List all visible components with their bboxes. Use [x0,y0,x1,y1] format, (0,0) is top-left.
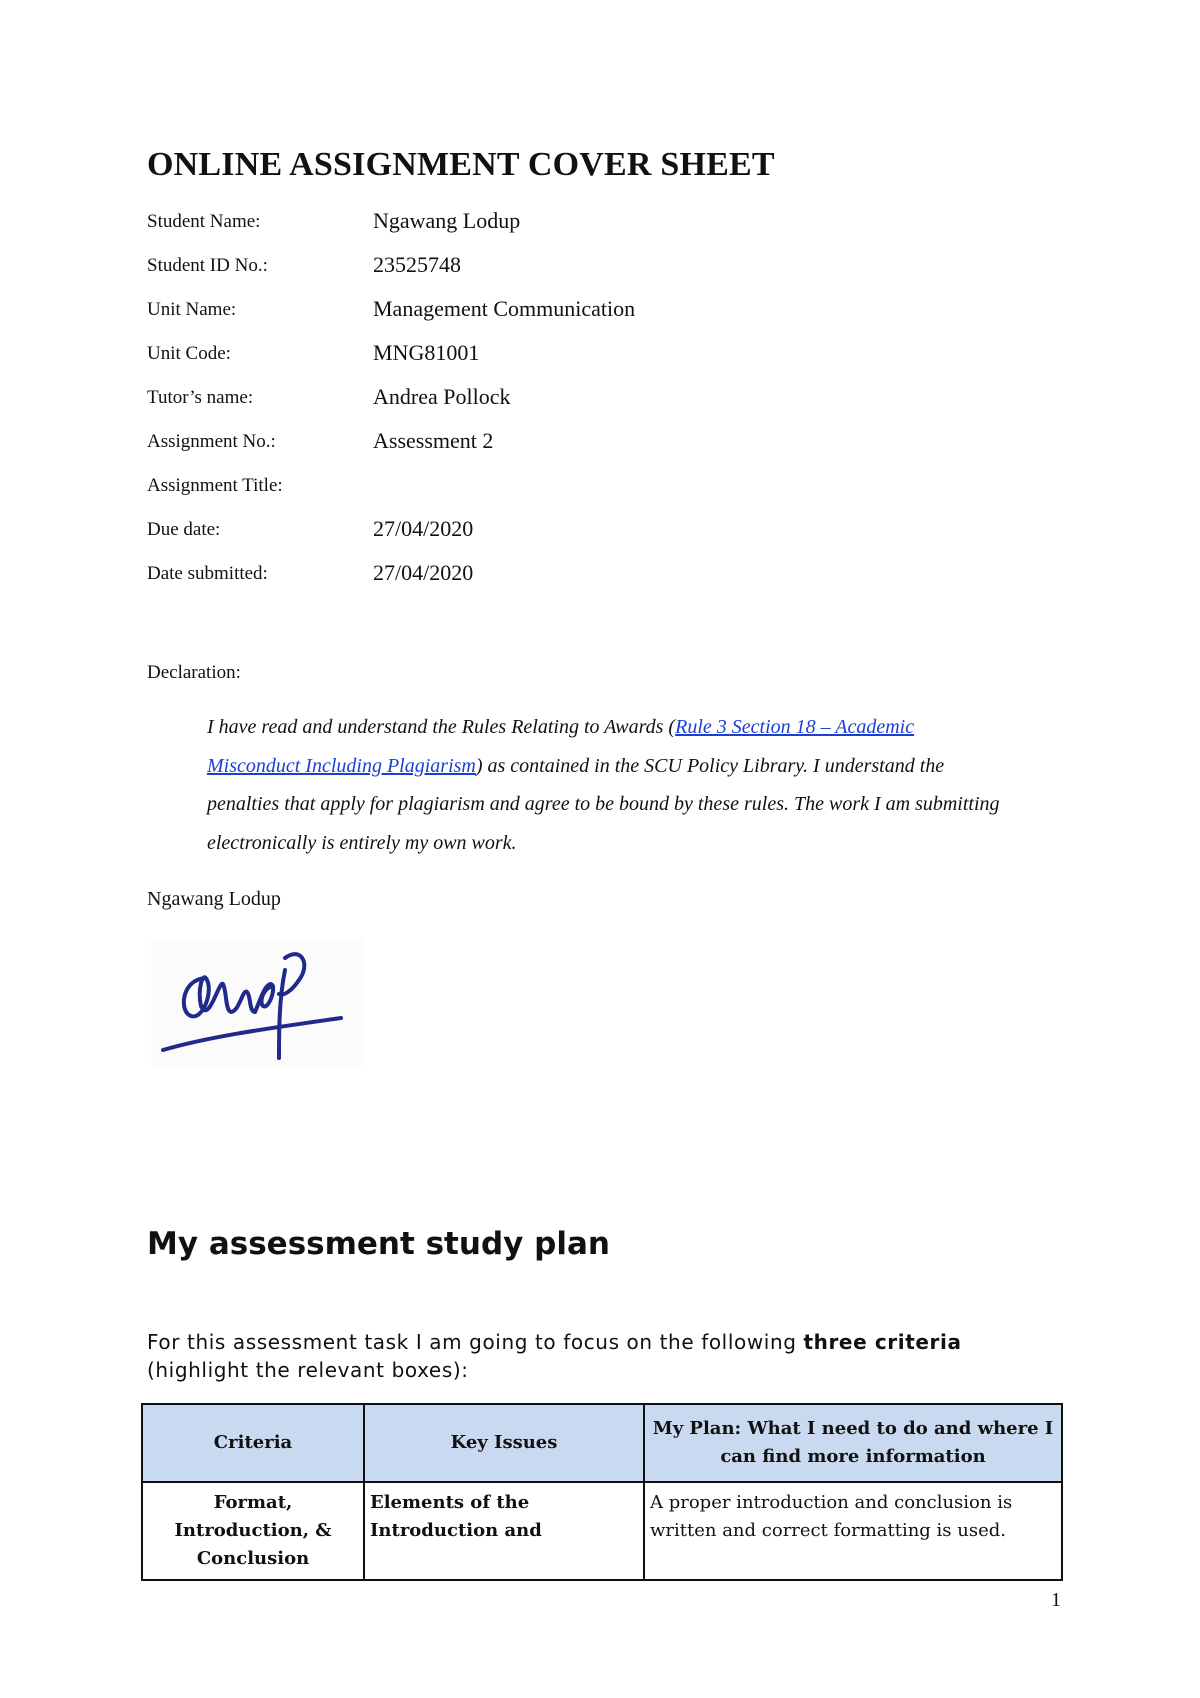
intro-text-before: For this assessment task I am going to focus on the following [147,1330,804,1354]
field-value-tutor-name: Andrea Pollock [373,384,511,409]
field-label-unit-name: Unit Name: [147,299,237,320]
declaration-text-before: I have read and understand the Rules Relating to Awards ( [207,716,676,738]
field-label-assignment-no: Assignment No.: [147,431,276,452]
field-value-unit-name: Management Communication [373,296,636,321]
cover-title: ONLINE ASSIGNMENT COVER SHEET [147,146,775,183]
table-header-row [142,1404,1062,1482]
study-plan-heading: My assessment study plan [147,1226,610,1262]
column-header-criteria: Criteria [142,1404,364,1482]
handwritten-signature [151,940,363,1066]
study-plan-table [141,1403,1063,1581]
signature-image [151,940,363,1066]
declaration-text-after: ) as contained in the SCU Policy Library. I understand the penalties that apply for plagiarism and agree to be bound by these rules. The work I am submitting electronically is entirely my own work. [207,754,1000,854]
field-label-unit-code: Unit Code: [147,343,231,364]
field-label-student-id: Student ID No.: [147,255,268,276]
column-header-my-plan: My Plan: What I need to do and where I can find more information [644,1404,1062,1482]
field-label-due-date: Due date: [147,519,221,540]
field-value-student-name: Ngawang Lodup [373,208,521,233]
field-value-student-id: 23525748 [373,252,461,277]
field-label-assignment-title: Assignment Title: [147,475,283,496]
page-number: 1 [1051,1589,1061,1611]
signer-name: Ngawang Lodup [147,888,281,910]
study-plan-intro [147,1328,1067,1384]
field-label-date-submitted: Date submitted: [147,563,268,584]
declaration-label: Declaration: [147,662,241,683]
field-value-unit-code: MNG81001 [373,340,480,365]
field-label-student-name: Student Name: [147,211,261,232]
field-value-assignment-no: Assessment 2 [373,428,494,453]
field-value-date-submitted: 27/04/2020 [373,560,474,585]
field-label-tutor-name: Tutor’s name: [147,387,254,408]
column-header-key-issues: Key Issues [364,1404,644,1482]
declaration-text [207,708,1007,862]
table-cell-criteria: Format, Introduction, & Conclusion [142,1482,364,1580]
intro-text-after: (highlight the relevant boxes): [147,1358,469,1382]
table-row [142,1482,1062,1580]
policy-link[interactable]: Rule 3 Section 18 – Academic Misconduct Including Plagiarism [207,716,915,777]
field-value-due-date: 27/04/2020 [373,516,474,541]
intro-text-bold: three criteria [803,1330,962,1354]
table-cell-plan: A proper introduction and conclusion is written and correct formatting is used. [644,1482,1062,1580]
table-cell-key-issues: Elements of the Introduction and [364,1482,644,1580]
